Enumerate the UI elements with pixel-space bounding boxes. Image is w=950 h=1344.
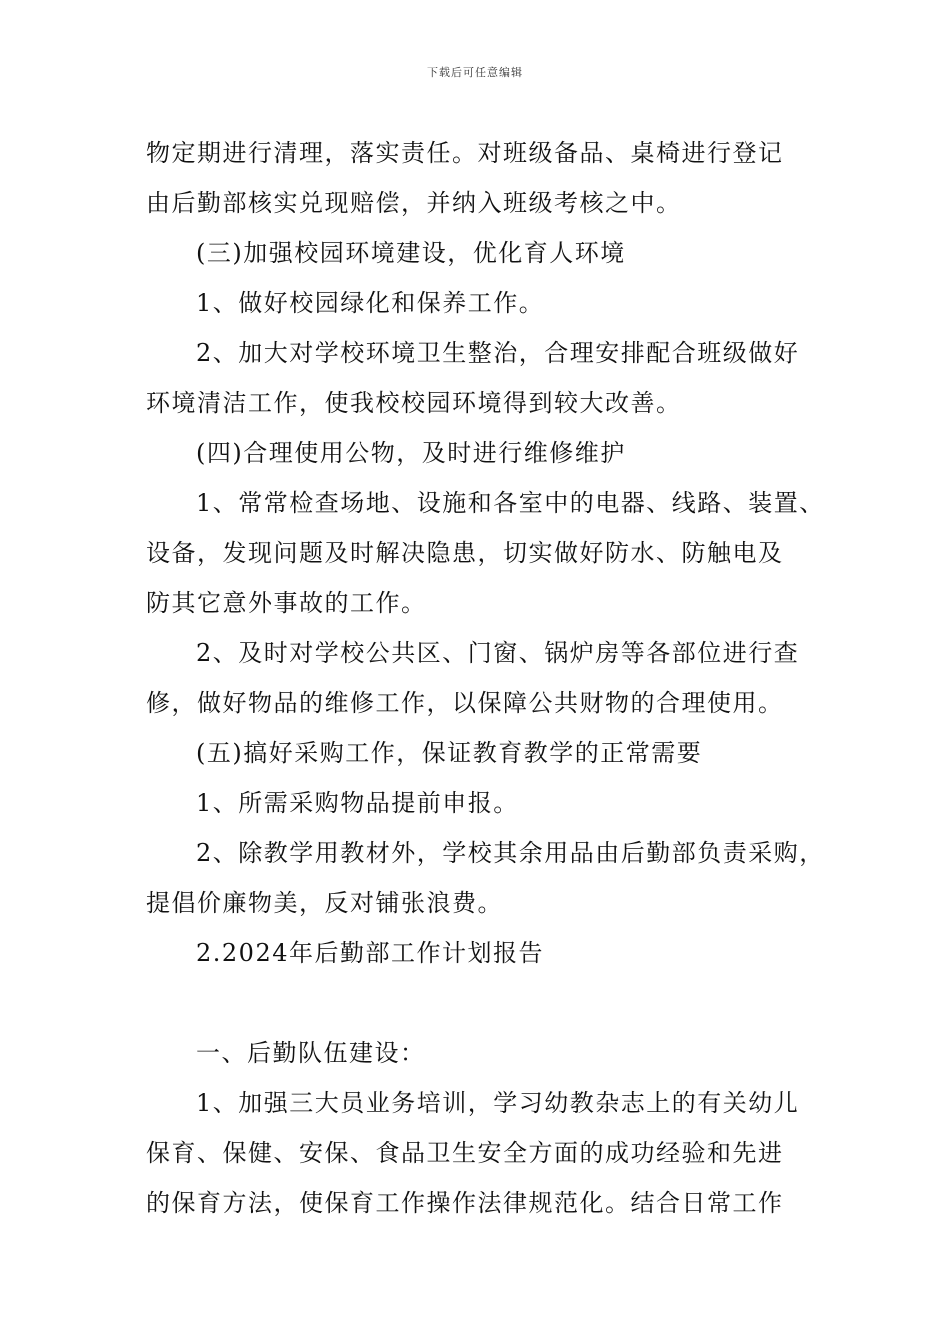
blank-line — [146, 978, 826, 1028]
paragraph-line: 提倡价廉物美，反对铺张浪费。 — [146, 889, 503, 917]
section-heading: (五)搞好采购工作，保证教育教学的正常需要 — [196, 739, 703, 767]
paragraph-line: 设备，发现问题及时解决隐患，切实做好防水、防触电及 — [146, 539, 784, 567]
paragraph-line: 的保育方法，使保育工作操作法律规范化。结合日常工作 — [146, 1189, 784, 1217]
list-item: 1、加强三大员业务培训，学习幼教杂志上的有关幼儿 — [196, 1089, 800, 1117]
paragraph-line: 环境清洁工作，使我校校园环境得到较大改善。 — [146, 389, 682, 417]
document-body — [146, 128, 826, 1228]
paragraph-line: 防其它意外事故的工作。 — [146, 589, 427, 617]
paragraph-line: 保育、保健、安保、食品卫生安全方面的成功经验和先进 — [146, 1139, 784, 1167]
paragraph-line: 由后勤部核实兑现赔偿，并纳入班级考核之中。 — [146, 189, 682, 217]
list-item: 1、常常检查场地、设施和各室中的电器、线路、装置、 — [196, 489, 825, 517]
section-heading: 一、后勤队伍建设： — [196, 1039, 426, 1067]
paragraph-line: 物定期进行清理，落实责任。对班级备品、桌椅进行登记 — [146, 139, 784, 167]
list-item: 2、及时对学校公共区、门窗、锅炉房等各部位进行查 — [196, 639, 800, 667]
paragraph-line: 修，做好物品的维修工作，以保障公共财物的合理使用。 — [146, 689, 784, 717]
list-item: 2、除教学用教材外，学校其余用品由后勤部负责采购， — [196, 839, 825, 867]
page-header: 下载后可任意编辑 — [427, 66, 523, 79]
list-item: 1、做好校园绿化和保养工作。 — [196, 289, 545, 317]
list-item: 1、所需采购物品提前申报。 — [196, 789, 519, 817]
section-heading: (四)合理使用公物，及时进行维修维护 — [196, 439, 626, 467]
list-item: 2、加大对学校环境卫生整治，合理安排配合班级做好 — [196, 339, 800, 367]
report-title: 2.2024年后勤部工作计划报告 — [196, 939, 544, 967]
section-heading: (三)加强校园环境建设，优化育人环境 — [196, 239, 626, 267]
